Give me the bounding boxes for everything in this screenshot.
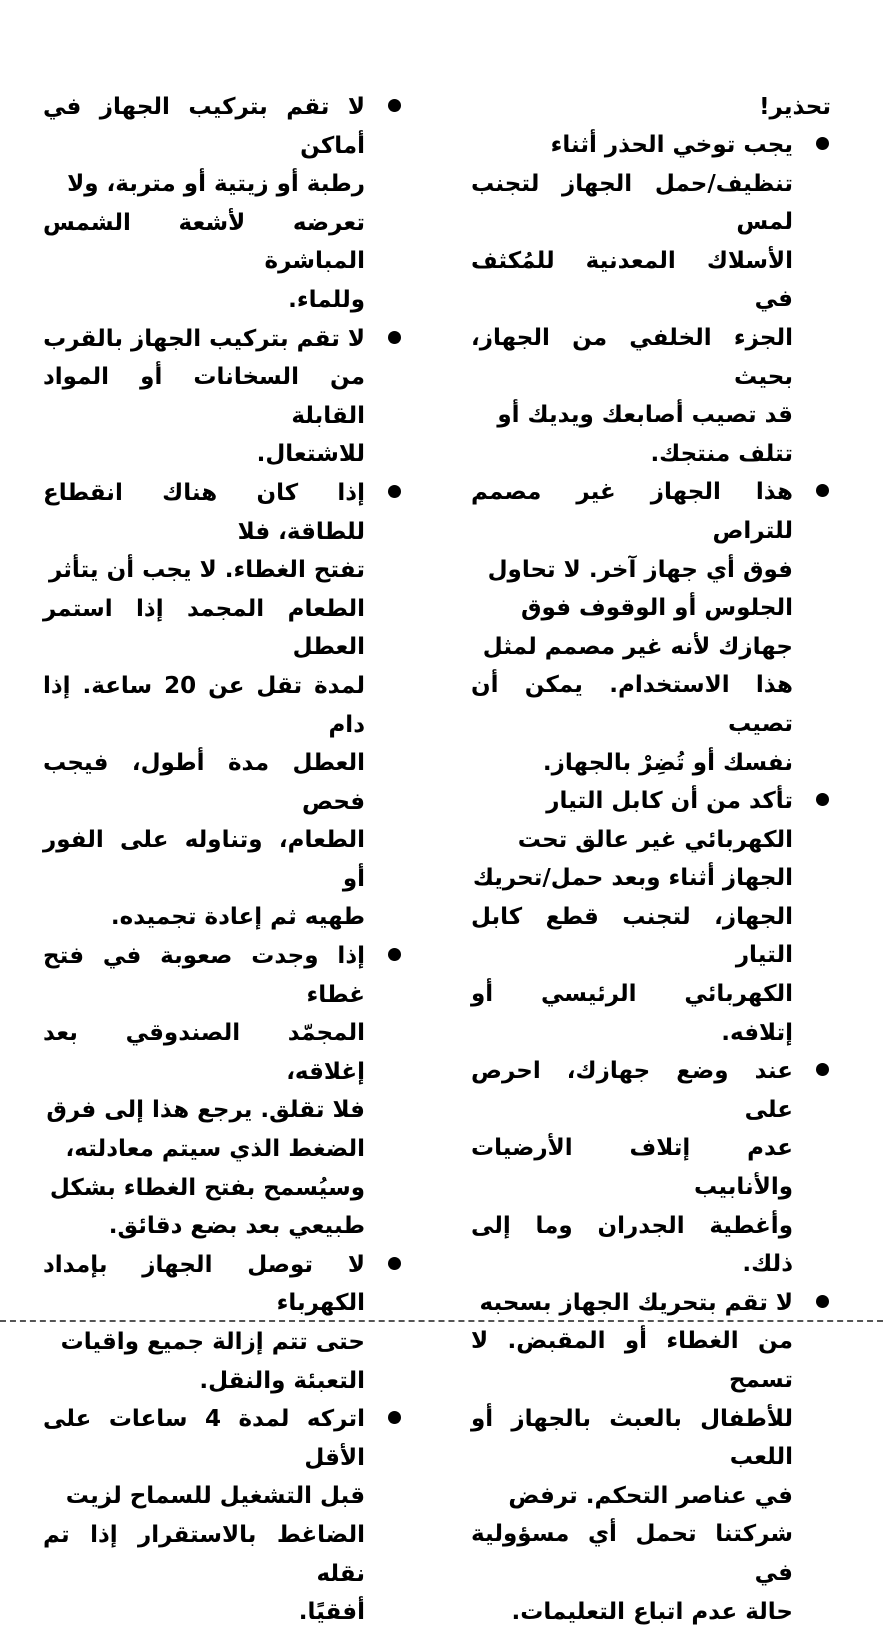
warning-item [43,320,403,474]
warning-item-text: اتركه لمدة 4 ساعات على الأقل قبل التشغيل للسماح لزيت الضاغط بالاستقرار إذا تم نقله أفقيًا. [43,1406,365,1626]
warning-item [43,474,403,937]
warning-item [471,473,831,782]
bullet-icon [816,484,829,497]
bullet-icon [388,1257,401,1270]
warning-item-text: يجب توخي الحذر أثناء تنظيف/حمل الجهاز لتجنب لمس الأسلاك المعدنية للمُكثف في الجزء الخلفي من الجهاز، بحيث قد تصيب أصابعك ويديك أو تتلف منتجك. [471,132,793,467]
warning-item [43,1400,403,1632]
warning-item [471,126,831,473]
warning-item-text: عند وضع جهازك، احرص على عدم إتلاف الأرضيات والأنابيب وأغطية الجدران وما إلى ذلك. [471,1058,793,1278]
warning-item-text: لا تقم بتركيب الجهاز في أماكن رطبة أو زيتية أو متربة، ولا تعرضه لأشعة الشمس المباشرة وللماء. [43,94,365,313]
bullet-icon [816,1295,829,1308]
warning-item [43,1246,403,1400]
warning-item [471,1052,831,1284]
bullet-icon [816,1063,829,1076]
bullet-icon [388,948,401,961]
page-bottom-divider [0,1320,883,1322]
bullet-icon [388,485,401,498]
warning-item-text: إذا وجدت صعوبة في فتح غطاء المجمّد الصندوقي بعد إغلاقه، فلا تقلق. يرجع هذا إلى فرق الضغط الذي سيتم معادلته، وسيُسمح بفتح الغطاء بشكل طبيعي بعد بضع دقائق. [43,943,365,1240]
warning-item-text: تأكد من أن كابل التيار الكهربائي غير عالق تحت الجهاز أثناء وبعد حمل/تحريك الجهاز، لتجنب قطع كابل التيار الكهربائي الرئيسي أو إتلافه. [471,788,793,1046]
warning-item-text: هذا الجهاز غير مصمم للتراص فوق أي جهاز آخر. لا تحاول الجلوس أو الوقوف فوق جهازك لأنه غير مصمم لمثل هذا الاستخدام. يمكن أن تصيب نفسك أو تُضِرْ بالجهاز. [471,479,793,776]
bullet-icon [388,99,401,112]
warning-item-text: إذا كان هناك انقطاع للطاقة، فلا تفتح الغطاء. لا يجب أن يتأثر الطعام المجمد إذا استمر العطل لمدة تقل عن 20 ساعة. إذا دام العطل مدة أطول، فيجب فحص الطعام، وتناوله على الفور أو طهيه ثم إعادة تجميده. [43,479,365,931]
warning-item [471,1284,831,1631]
left-column [43,88,403,1632]
bullet-icon [816,793,829,806]
warning-heading: تحذير! [759,94,831,120]
warning-item-text: لا تقم بتركيب الجهاز بالقرب من السخانات أو المواد القابلة للاشتعال. [43,325,365,468]
right-column [471,88,831,1631]
warning-item-text: لا تقم بتحريك الجهاز بسحبه من الغطاء أو المقبض. لا تسمح للأطفال بالعبث بالجهاز أو اللعب في عناصر التحكم. ترفض شركتنا تحمل أي مسؤولية في حالة عدم اتباع التعليمات. [471,1289,793,1625]
warning-item [43,88,403,320]
bullet-icon [816,137,829,150]
bullet-icon [388,331,401,344]
warning-item [43,937,403,1246]
bullet-icon [388,1411,401,1424]
warning-item [471,782,831,1052]
warning-item-text: لا توصل الجهاز بإمداد الكهرباء حتى تتم إزالة جميع واقيات التعبئة والنقل. [43,1251,365,1394]
